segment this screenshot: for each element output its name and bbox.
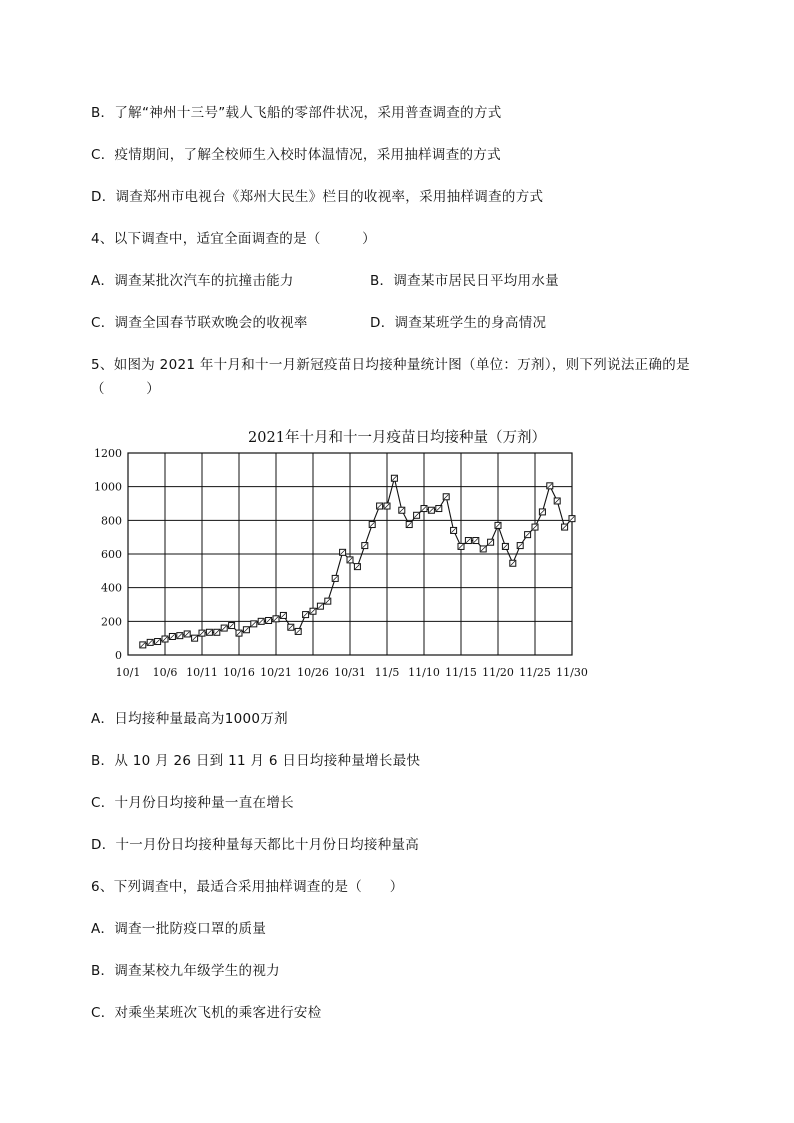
x-tick-label: 10/31 bbox=[334, 666, 366, 679]
q4-stem: 4、以下调查中，适宜全面调查的是（ ） bbox=[91, 231, 376, 247]
q6-option-c: C．对乘坐某班次飞机的乘客进行安检 bbox=[91, 1005, 322, 1021]
q6-option-a: A．调查一批防疫口罩的质量 bbox=[91, 921, 267, 937]
q5-option-b: B．从 10 月 26 日到 11 月 6 日日均接种量增长最快 bbox=[91, 753, 421, 769]
chart-title: 2021年十月和十一月疫苗日均接种量（万剂） bbox=[248, 430, 546, 446]
q5-option-c: C．十月份日均接种量一直在增长 bbox=[91, 795, 294, 811]
y-tick-label: 1000 bbox=[94, 480, 122, 494]
y-tick-label: 0 bbox=[115, 649, 122, 662]
q5-option-d: D．十一月份日均接种量每天都比十月份日均接种量高 bbox=[91, 837, 420, 853]
x-tick-label: 11/5 bbox=[374, 666, 400, 679]
x-tick-label: 11/20 bbox=[482, 666, 514, 679]
q6-option-b: B．调查某校九年级学生的视力 bbox=[91, 963, 280, 979]
q4-option-b: B．调查某市居民日平均用水量 bbox=[370, 273, 559, 289]
x-tick-label: 11/10 bbox=[408, 666, 440, 679]
x-tick-label: 10/1 bbox=[115, 666, 141, 679]
x-tick-label: 10/11 bbox=[186, 666, 218, 679]
x-tick-label: 11/30 bbox=[556, 666, 588, 679]
y-tick-label: 800 bbox=[101, 514, 122, 528]
q4-option-a: A．调查某批次汽车的抗撞击能力 bbox=[91, 273, 294, 289]
y-tick-label: 200 bbox=[101, 615, 122, 629]
q5-option-a: A．日均接种量最高为1000万剂 bbox=[91, 711, 288, 727]
series-line bbox=[143, 478, 572, 645]
x-tick-label: 11/15 bbox=[445, 666, 477, 679]
q4-option-c: C．调查全国春节联欢晚会的收视率 bbox=[91, 315, 308, 331]
q3-option-c: C．疫情期间，了解全校师生入校时体温情况，采用抽样调查的方式 bbox=[91, 147, 501, 163]
q4-option-d: D．调查某班学生的身高情况 bbox=[370, 315, 547, 331]
q5-answer-paren: （ ） bbox=[91, 381, 160, 397]
y-tick-label: 400 bbox=[101, 581, 122, 595]
q3-option-b: B．了解“神州十三号”载人飞船的零部件状况，采用普查调查的方式 bbox=[91, 105, 502, 121]
q3-option-d: D．调查郑州市电视台《郑州大民生》栏目的收视率，采用抽样调查的方式 bbox=[91, 189, 544, 205]
x-tick-label: 10/6 bbox=[152, 666, 178, 679]
x-tick-label: 10/16 bbox=[223, 666, 255, 679]
x-tick-label: 10/26 bbox=[297, 666, 329, 679]
x-tick-label: 10/21 bbox=[260, 666, 292, 679]
y-tick-label: 1200 bbox=[94, 447, 122, 460]
x-tick-label: 11/25 bbox=[519, 666, 551, 679]
y-tick-label: 600 bbox=[101, 548, 122, 561]
q6-stem: 6、下列调查中，最适合采用抽样调查的是（ ） bbox=[91, 879, 404, 895]
q5-stem: 5、如图为 2021 年十月和十一月新冠疫苗日均接种量统计图（单位：万剂），则下列说法正确的是 bbox=[91, 357, 690, 373]
